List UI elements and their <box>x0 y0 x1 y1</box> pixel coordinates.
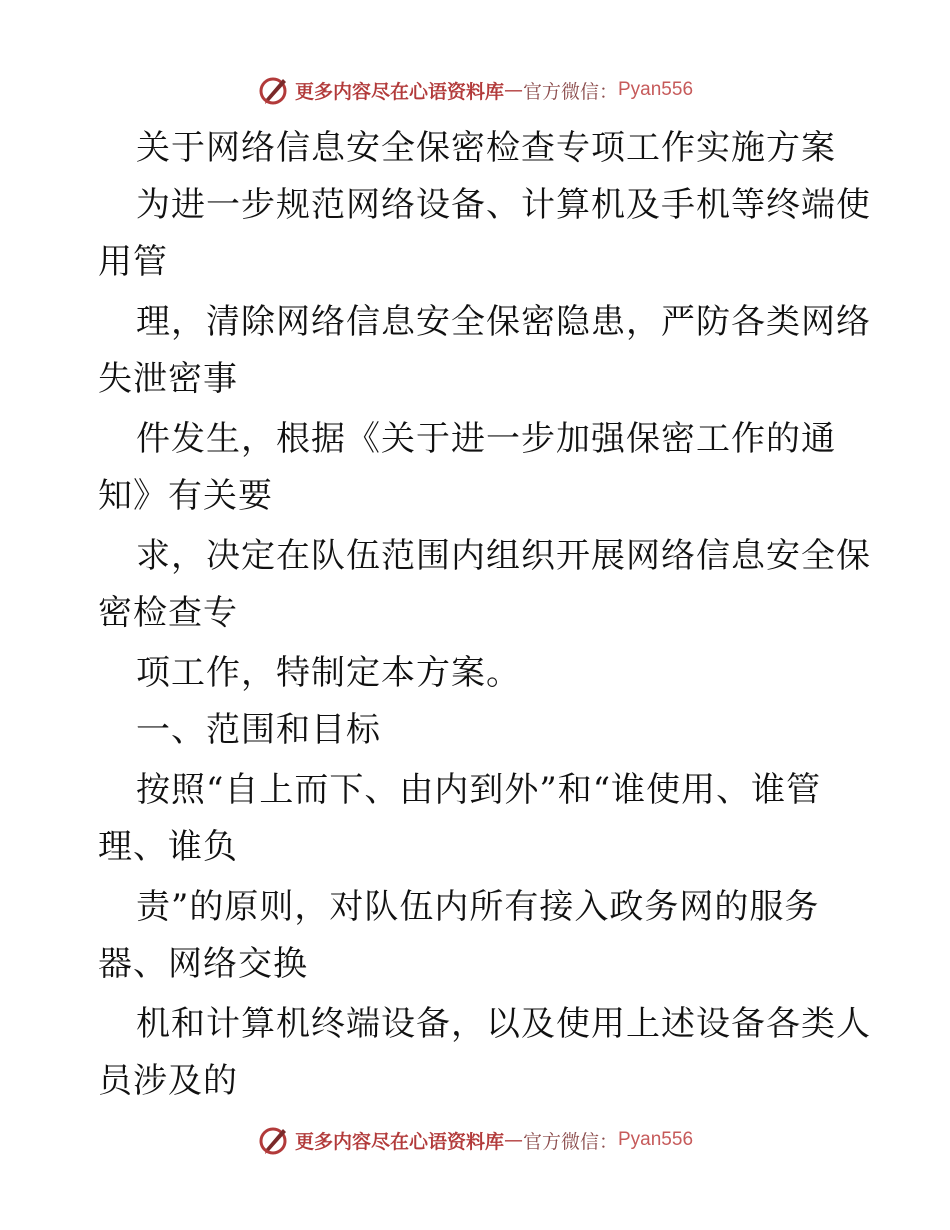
banner-wechat-label: 官方微信： <box>522 1130 618 1153</box>
quill-logo-icon <box>257 73 291 107</box>
paragraph-line: 按照“自上而下、由内到外”和“谁使用、谁管 <box>136 770 822 810</box>
paragraph-line: 理，清除网络信息安全保密隐患，严防各类网络 <box>136 302 871 342</box>
banner-main-text: 更多内容尽在心语资料库 <box>294 80 504 103</box>
quill-logo-icon <box>257 1123 291 1157</box>
section-heading: 一、范围和目标 <box>136 710 381 750</box>
paragraph-line: 知》有关要 <box>98 476 273 516</box>
paragraph-line: 求，决定在队伍范围内组织开展网络信息安全保 <box>136 536 871 576</box>
paragraph-line: 项工作，特制定本方案。 <box>136 653 521 693</box>
paragraph-line: 密检查专 <box>98 593 238 633</box>
banner-dash: — <box>503 1129 523 1151</box>
paragraph-line: 员涉及的 <box>98 1061 238 1101</box>
document-title: 关于网络信息安全保密检查专项工作实施方案 <box>136 128 836 168</box>
paragraph-line: 件发生，根据《关于进一步加强保密工作的通 <box>136 419 836 459</box>
paragraph-line: 为进一步规范网络设备、计算机及手机等终端使 <box>136 185 871 225</box>
paragraph-line: 失泄密事 <box>98 359 238 399</box>
paragraph-line: 用管 <box>98 242 168 282</box>
banner-wechat-id: Pyan556 <box>618 79 694 100</box>
paragraph-line: 理、谁负 <box>98 827 238 867</box>
banner-wechat-id: Pyan556 <box>618 1129 694 1150</box>
paragraph-line: 责”的原则，对队伍内所有接入政务网的服务 <box>136 887 820 927</box>
paragraph-line: 机和计算机终端设备，以及使用上述设备各类人 <box>136 1004 871 1044</box>
banner-wechat-label: 官方微信： <box>522 80 618 103</box>
banner-main-text: 更多内容尽在心语资料库 <box>294 1130 504 1153</box>
header-watermark-banner <box>0 70 950 110</box>
banner-dash: — <box>503 79 523 101</box>
paragraph-line: 器、网络交换 <box>98 944 308 984</box>
footer-watermark-banner <box>0 1120 950 1160</box>
